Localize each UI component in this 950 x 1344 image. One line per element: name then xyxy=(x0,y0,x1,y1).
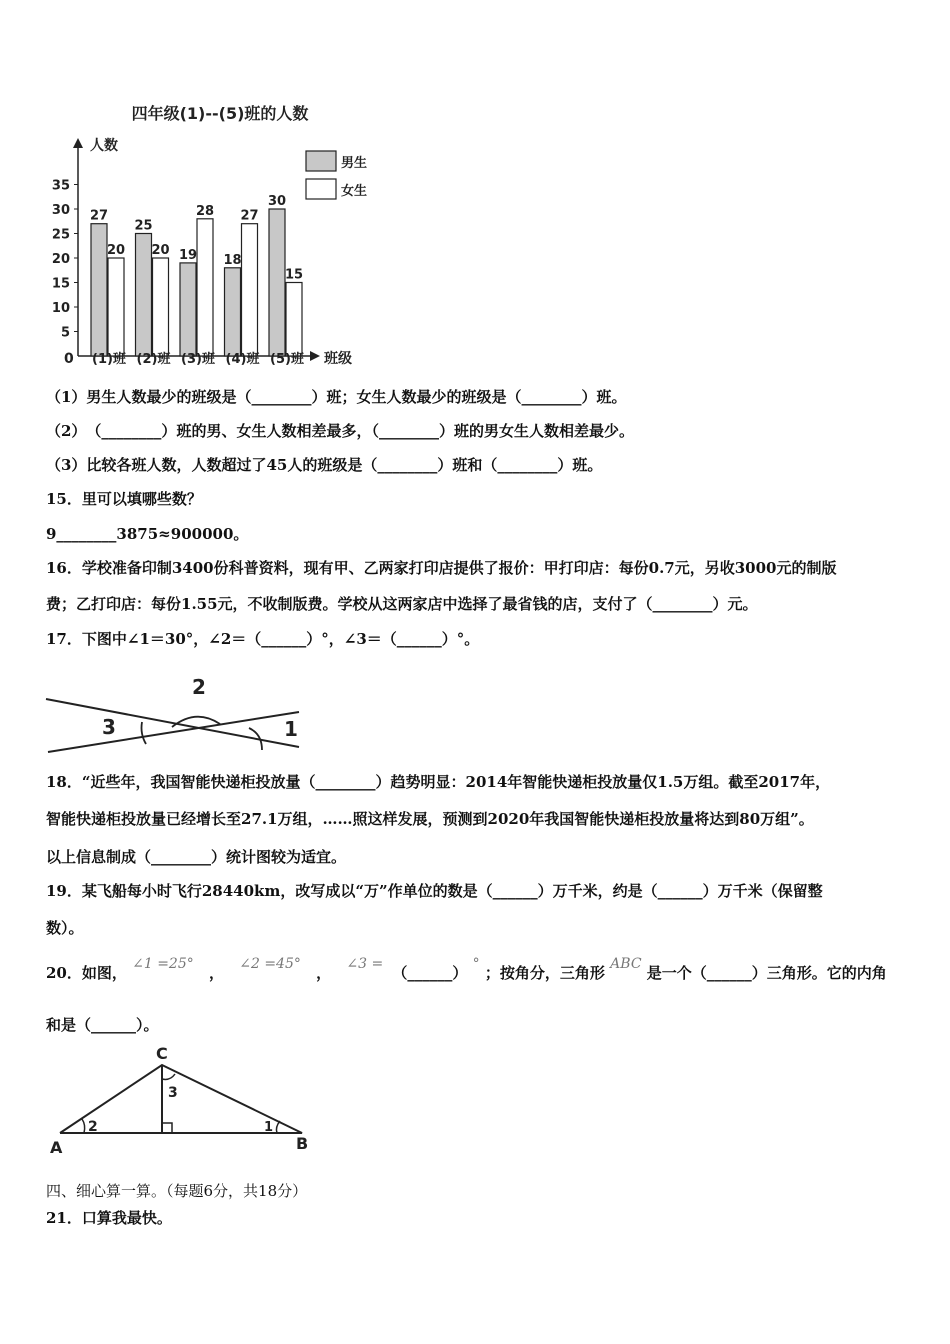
q15-title: 15．里可以填哪些数？ xyxy=(46,490,202,508)
vertex-c: C xyxy=(156,1044,168,1063)
right-angle-mark xyxy=(162,1123,172,1133)
q18-line1: 18．“近些年，我国智能快递柜投放量（________）趋势明显：2014年智能快递柜投放量仅1.5万组。截至2017年， xyxy=(46,773,831,791)
q20-angle2: ∠2 =45° xyxy=(239,956,301,972)
q15-expression: 9________3875≈900000。 xyxy=(46,525,249,543)
intersecting-lines-figure xyxy=(44,672,304,757)
q17-text: 17．下图中∠1＝30°，∠2＝（______）°，∠3＝（______）°。 xyxy=(46,630,480,648)
q20-line2: 和是（______）。 xyxy=(46,1016,159,1034)
angle-3-arc xyxy=(142,722,147,744)
label-2: 2 xyxy=(88,1119,98,1135)
q20-sep1: ， xyxy=(208,964,224,982)
x-tick-label: (2)班 xyxy=(136,352,171,367)
bar-value-label: 30 xyxy=(267,194,287,209)
angle-label-3: 3 xyxy=(102,715,116,739)
bar xyxy=(242,224,258,356)
bar-value-label: 15 xyxy=(284,267,304,283)
bar xyxy=(108,258,124,356)
bar-value-label: 28 xyxy=(195,203,215,219)
bar-value-label: 19 xyxy=(178,247,198,263)
y-axis-label: 人数 xyxy=(90,138,118,154)
x-tick-label: (5)班 xyxy=(270,352,304,367)
legend-swatch xyxy=(306,151,336,171)
q20-suffix: 是一个（______）三角形。它的内角 xyxy=(646,964,887,982)
q20-blank1: （______） xyxy=(392,964,468,982)
origin-label: 0 xyxy=(64,351,74,367)
x-axis-label: 班级 xyxy=(324,351,352,367)
q20-line1 xyxy=(46,956,887,983)
legend-label: 女生 xyxy=(341,184,368,199)
y-tick-label: 20 xyxy=(51,252,70,267)
bar xyxy=(91,224,107,356)
bar xyxy=(269,209,285,356)
q20-degree: ° xyxy=(472,956,480,972)
vertex-a: A xyxy=(50,1138,63,1157)
bar xyxy=(136,234,152,357)
x-tick-label: (4)班 xyxy=(225,352,260,367)
y-axis-arrow xyxy=(73,138,83,148)
y-tick-label: 25 xyxy=(51,227,70,243)
angle-1-arc xyxy=(276,1121,280,1133)
q20-sep2: ， xyxy=(316,964,332,982)
chart-title: 四年级(1)--(5)班的人数 xyxy=(131,104,309,123)
vertex-b: B xyxy=(296,1134,309,1153)
y-tick-label: 35 xyxy=(51,178,70,194)
bar-value-label: 18 xyxy=(223,252,242,268)
angle-label-1: 1 xyxy=(284,717,298,741)
x-tick-label: (3)班 xyxy=(181,352,215,367)
legend-label: 男生 xyxy=(341,156,368,171)
angle-3-arc xyxy=(162,1074,175,1079)
y-tick-label: 15 xyxy=(51,276,70,292)
bar-value-label: 20 xyxy=(106,243,126,258)
bar xyxy=(286,283,302,357)
bar-value-label: 27 xyxy=(240,208,259,224)
q18-line2: 智能快递柜投放量已经增长至27.1万组，……照这样发展，预测到2020年我国智能快递柜投放量将达到80万组”。 xyxy=(46,810,814,828)
q18-line3: 以上信息制成（________）统计图较为适宜。 xyxy=(46,848,347,866)
triangle-figure xyxy=(44,1043,324,1161)
q20-mid: ；按角分，三角形 xyxy=(484,964,605,982)
legend-swatch xyxy=(306,179,336,199)
x-tick-label: (1)班 xyxy=(92,352,126,367)
q16-line1: 16．学校准备印制3400份科普资料，现有甲、乙两家打印店提供了报价：甲打印店：每份0.7元，另收3000元的制版 xyxy=(46,559,837,577)
q20-angle3: ∠3 = xyxy=(346,956,384,972)
bar-value-label: 20 xyxy=(151,243,170,258)
q14-part2: （2） （________）班的男、女生人数相差最多，（________）班的男女生人数相差最少。 xyxy=(46,422,634,440)
q20-angle1: ∠1 =25° xyxy=(132,956,194,972)
angle-2-arc xyxy=(82,1119,85,1133)
q20-abc: ABC xyxy=(610,956,642,972)
bar-value-label: 25 xyxy=(134,218,153,234)
y-tick-label: 10 xyxy=(51,301,70,316)
q19-line2: 数）。 xyxy=(46,919,84,937)
bar xyxy=(180,263,196,356)
bar-value-label: 27 xyxy=(89,208,109,224)
bar xyxy=(225,268,241,356)
y-tick-label: 5 xyxy=(60,325,70,341)
q14-part3: （3）比较各班人数，人数超过了45人的班级是（________）班和（________）班。 xyxy=(46,456,603,474)
bar xyxy=(197,219,213,356)
q19-line1: 19．某飞船每小时飞行28440km，改写成以“万”作单位的数是（______）万千米，约是（______）万千米（保留整 xyxy=(46,882,823,900)
section-4-heading: 四、细心算一算。（每题6分，共18分） xyxy=(46,1182,308,1200)
q14-part1: （1）男生人数最少的班级是（________）班；女生人数最少的班级是（________）班。 xyxy=(46,388,627,406)
label-3: 3 xyxy=(168,1085,178,1101)
angle-label-2: 2 xyxy=(192,675,206,699)
x-axis-arrow xyxy=(310,351,320,361)
label-1: 1 xyxy=(264,1120,274,1135)
y-tick-label: 30 xyxy=(51,203,70,218)
q21-title: 21．口算我最快。 xyxy=(46,1209,172,1227)
q16-line2: 费；乙打印店：每份1.55元，不收制版费。学校从这两家店中选择了最省钱的店，支付了（________）元。 xyxy=(46,595,758,613)
q20-prefix: 20．如图， xyxy=(46,964,127,982)
bar xyxy=(153,258,169,356)
bar-chart xyxy=(40,98,370,373)
